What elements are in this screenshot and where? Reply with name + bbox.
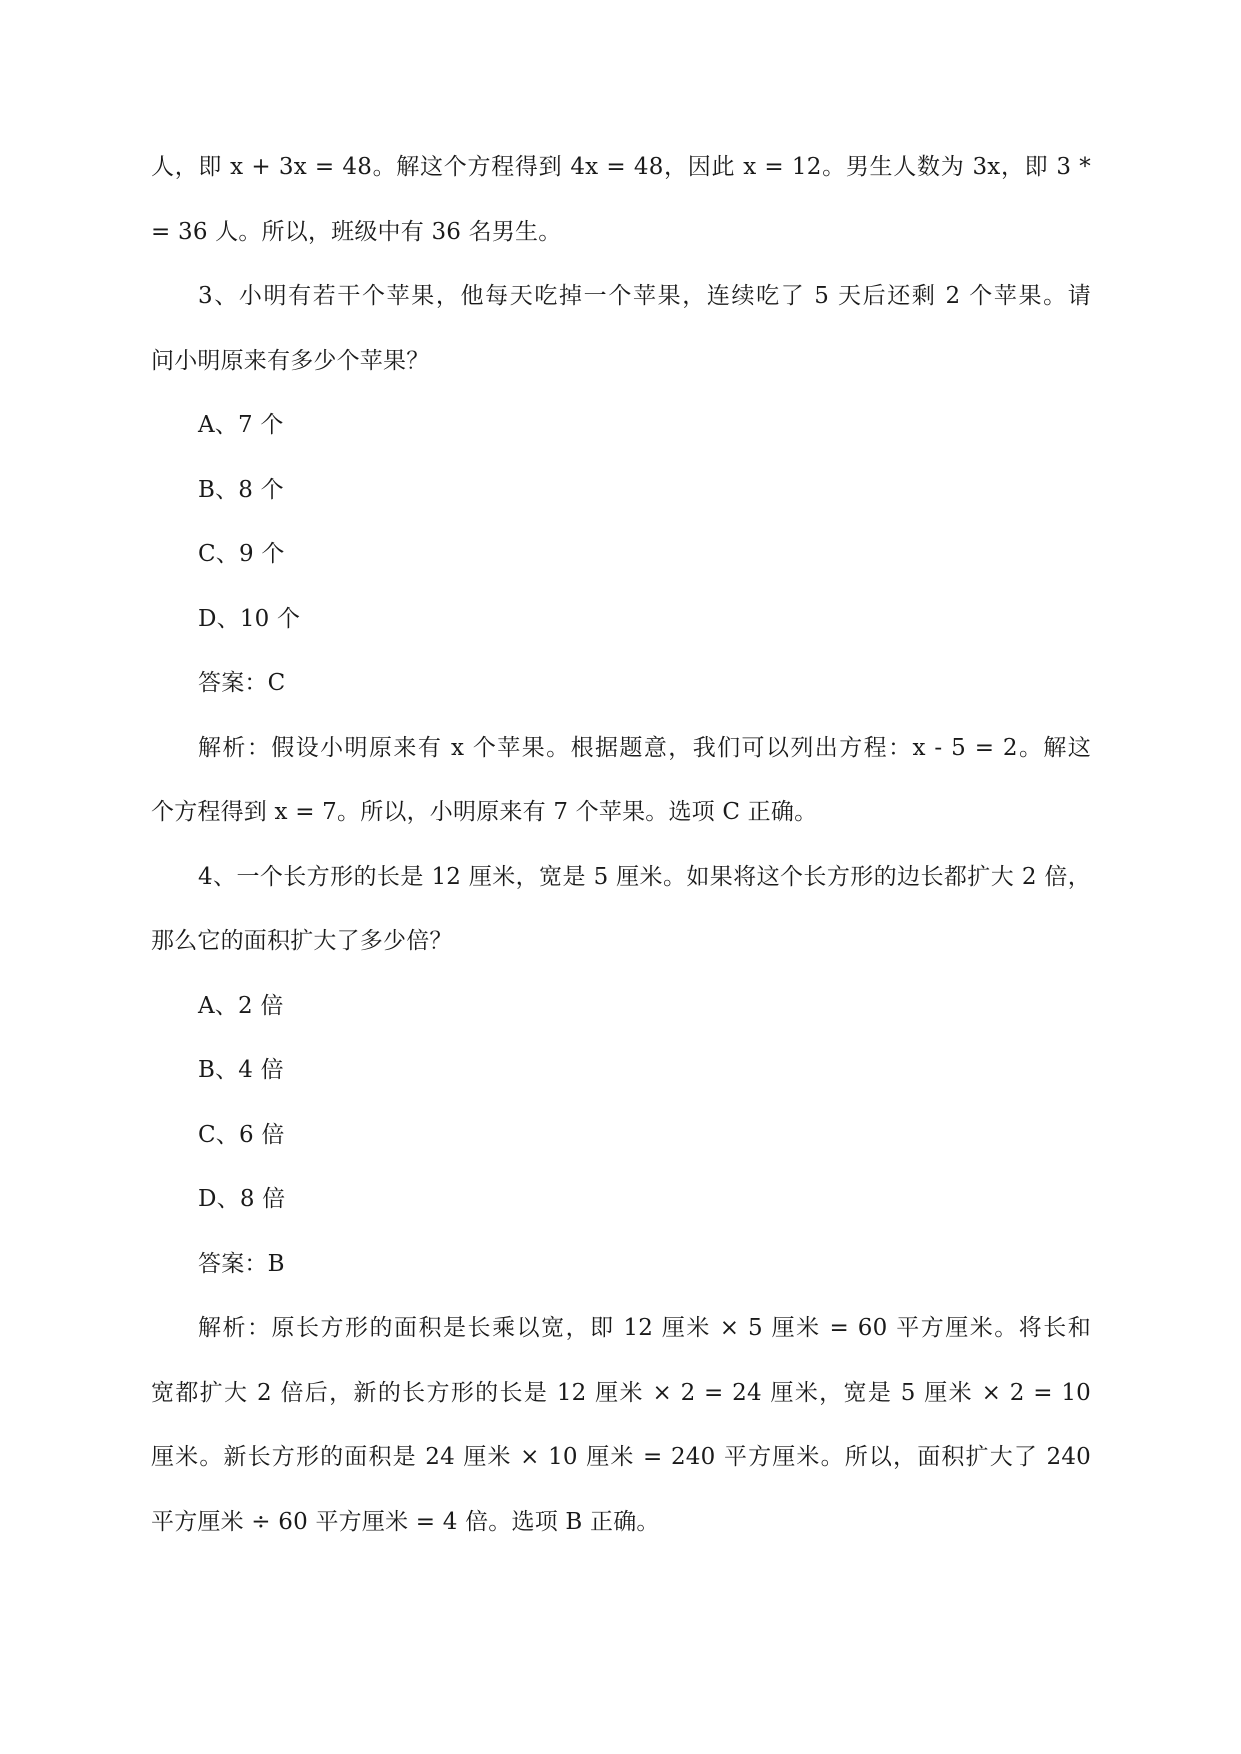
option-c: C、9 个 [198, 541, 285, 567]
answer-line: 答案：C [198, 670, 286, 696]
option-a: A、7 个 [198, 412, 284, 438]
explanation-line: 解析：假设小明原来有 x 个苹果。根据题意，我们可以列出方程：x - 5 = 2。解这 [198, 734, 1091, 761]
option-a: A、2 倍 [198, 992, 284, 1019]
option-b: B、4 倍 [198, 1057, 284, 1083]
text-line: 人，即 x + 3x = 48。解这个方程得到 4x = 48，因此 x = 12。男生人数为 3x，即 3 * [151, 154, 1091, 180]
text-line: = 36 人。所以，班级中有 36 名男生。 [151, 218, 562, 245]
question-3-text: 3、小明有若干个苹果，他每天吃掉一个苹果，连续吃了 5 天后还剩 2 个苹果。请 [198, 283, 1091, 309]
explanation-line: 解析：原长方形的面积是长乘以宽，即 12 厘米 × 5 厘米 = 60 平方厘米。将长和 [198, 1315, 1091, 1341]
option-d: D、8 倍 [198, 1186, 286, 1212]
question-4-text: 那么它的面积扩大了多少倍？ [151, 928, 453, 954]
option-b: B、8 个 [198, 476, 284, 503]
document-body [151, 135, 1091, 1554]
explanation-line: 厘米。新长方形的面积是 24 厘米 × 10 厘米 = 240 平方厘米。所以，面积扩大了 240 [151, 1444, 1091, 1470]
question-3-text: 问小明原来有多少个苹果？ [151, 347, 430, 374]
explanation-line: 宽都扩大 2 倍后，新的长方形的长是 12 厘米 × 2 = 24 厘米，宽是 5 厘米 × 2 = 10 [151, 1379, 1091, 1406]
explanation-line: 平方厘米 ÷ 60 平方厘米 = 4 倍。选项 B 正确。 [151, 1508, 660, 1535]
question-4-text: 4、一个长方形的长是 12 厘米，宽是 5 厘米。如果将这个长方形的边长都扩大 2 倍， [198, 863, 1091, 890]
option-c: C、6 倍 [198, 1121, 285, 1148]
explanation-line: 个方程得到 x = 7。所以，小明原来有 7 个苹果。选项 C 正确。 [151, 799, 818, 825]
answer-line: 答案：B [198, 1250, 285, 1277]
option-d: D、10 个 [198, 605, 301, 632]
